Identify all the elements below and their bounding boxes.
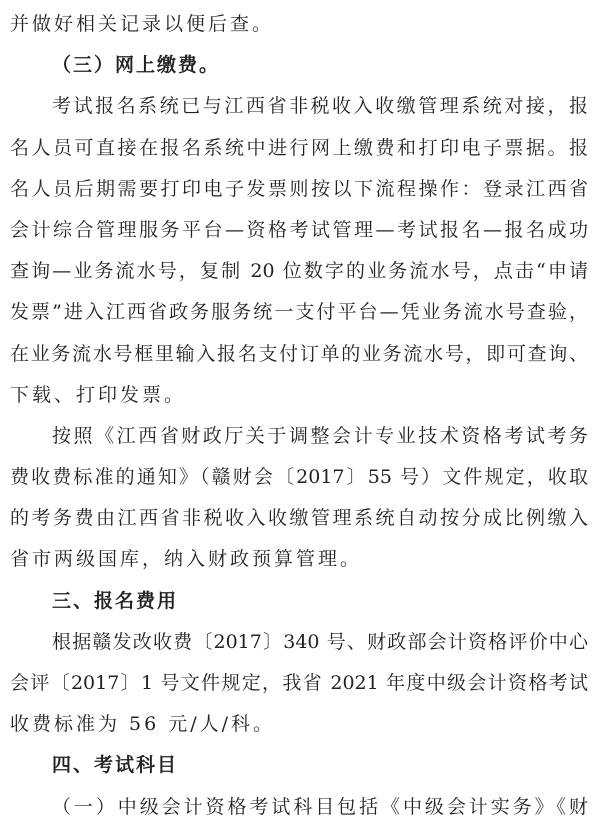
paragraph-line: 查询—业务流水号，复制 20 位数字的业务流水号，点击“申请 [10,260,588,283]
paragraph-line: 费收费标准的通知》（赣财会〔2017〕55 号）文件规定，收取 [10,466,588,489]
paragraph-line: 根据赣发改收费〔2017〕340 号、财政部会计资格评价中心 [52,630,588,653]
paragraph-line: 省市两级国库，纳入财政预算管理。 [10,548,363,571]
subsection-heading-online-payment: （三）网上缴费。 [52,54,221,77]
paragraph-line: 下载、打印发票。 [10,383,187,406]
paragraph-line: （一）中级会计资格考试科目包括《中级会计实务》《财 [52,795,588,818]
paragraph-line: 会评〔2017〕1 号文件规定，我省 2021 年度中级会计资格考试 [10,672,588,694]
paragraph-line: 名人员可直接在报名系统中进行网上缴费和打印电子票据。报 [10,136,588,159]
paragraph-line: 收费标准为 56 元/人/科。 [10,713,276,736]
paragraph-line: 按照《江西省财政厅关于调整会计专业技术资格考试考务 [52,424,588,447]
paragraph-line: 在业务流水号框里输入报名支付订单的业务流水号，即可查询、 [10,342,588,365]
paragraph-line: 发票”进入江西省政务服务统一支付平台—凭业务流水号查验， [10,301,588,324]
document-page [10,4,588,828]
section-heading-registration-fee: 三、报名费用 [52,589,179,612]
paragraph-line: 的考务费由江西省非税收入收缴管理系统自动按分成比例缴入 [10,507,588,530]
paragraph-line: 会计综合管理服务平台—资格考试管理—考试报名—报名成功 [10,218,588,241]
paragraph-line: 并做好相关记录以便后查。 [10,13,275,35]
paragraph-line: 名人员后期需要打印电子发票则按以下流程操作：登录江西省 [10,177,588,200]
section-heading-exam-subjects: 四、考试科目 [52,754,179,777]
paragraph-line: 考试报名系统已与江西省非税收入收缴管理系统对接，报 [52,95,588,118]
